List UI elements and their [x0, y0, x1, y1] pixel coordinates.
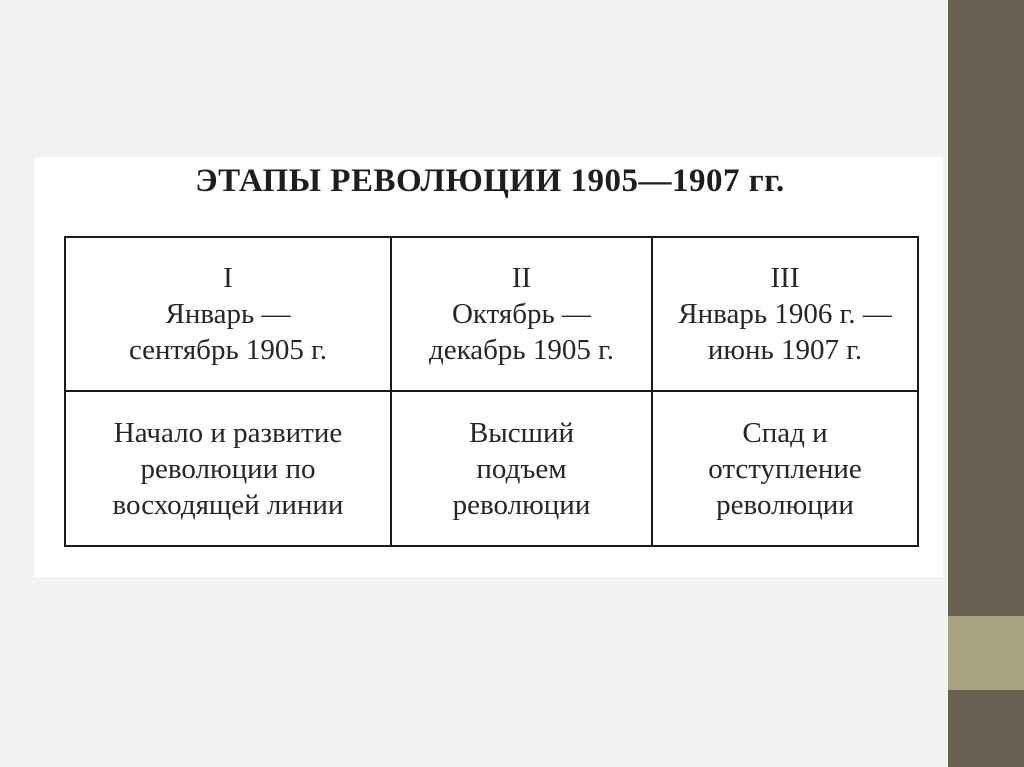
stage-2-numeral: II — [511, 262, 532, 294]
stage-3-desc-line: Спад и — [742, 416, 828, 449]
stage-3-numeral: III — [770, 262, 800, 294]
stage-1-description-cell — [65, 391, 391, 546]
stage-3-period-start: Январь 1906 г. — — [678, 298, 892, 330]
stage-1-desc-line: восходящей линии — [112, 488, 344, 521]
stage-3-description-cell — [652, 391, 918, 546]
stage-2-period-start: Октябрь — — [451, 298, 591, 330]
stage-1-period-start: Январь — — [165, 298, 291, 330]
stage-3-desc-line: отступление — [708, 452, 862, 485]
stage-3-period-cell — [652, 237, 918, 391]
table-row-periods — [65, 237, 918, 391]
stage-2-desc-line: подъем — [476, 452, 567, 485]
stage-1-period-cell — [65, 237, 391, 391]
stage-2-description-cell — [391, 391, 652, 546]
stage-2-period-cell — [391, 237, 652, 391]
stages-table — [64, 236, 919, 547]
stage-1-desc-line: революции по — [140, 452, 316, 485]
stage-1-numeral: I — [223, 262, 233, 294]
stage-1-period-end: сентябрь 1905 г. — [128, 334, 328, 366]
table-row-descriptions — [65, 391, 918, 546]
stage-3-period-end: июнь 1907 г. — [707, 334, 863, 366]
stage-2-desc-line: революции — [452, 488, 591, 521]
page-title: ЭТАПЫ РЕВОЛЮЦИИ 1905—1907 гг. — [195, 163, 785, 199]
stage-1-desc-line: Начало и развитие — [113, 416, 343, 449]
stage-3-desc-line: революции — [716, 488, 854, 521]
stage-2-desc-line: Высший — [468, 416, 575, 449]
side-bar-accent — [948, 616, 1024, 690]
stage-2-period-end: декабрь 1905 г. — [428, 334, 614, 366]
